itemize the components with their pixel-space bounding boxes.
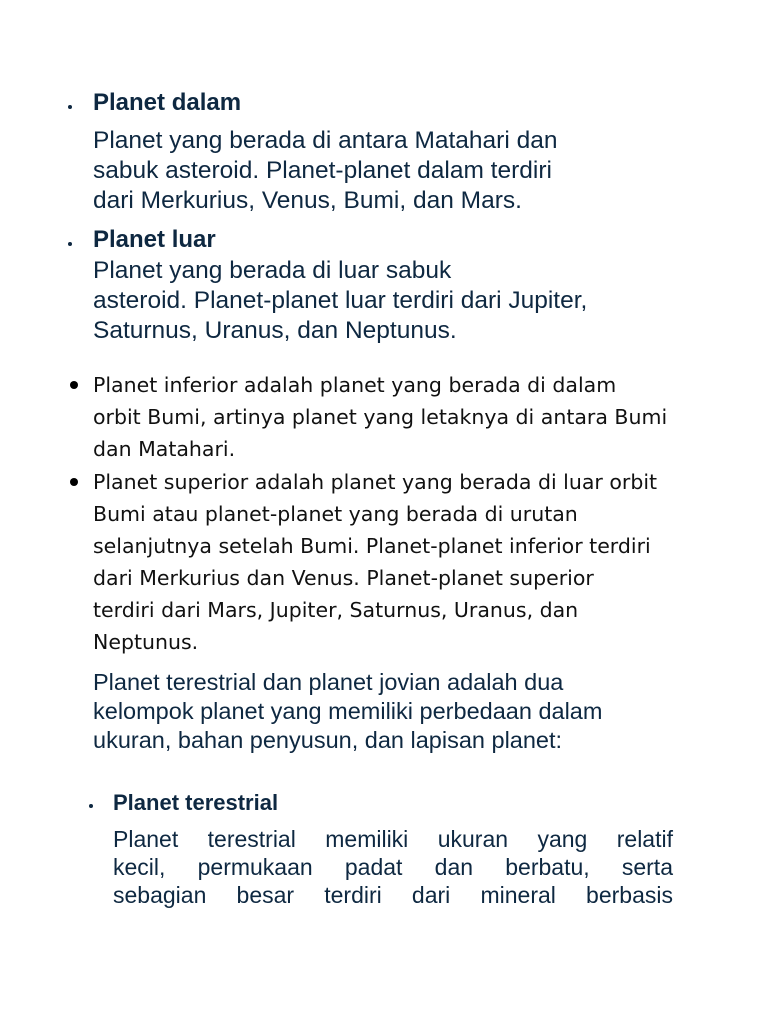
text-line: terdiri dari Mars, Jupiter, Saturnus, Uranus, dan: [93, 598, 579, 622]
list-bullet: [68, 242, 72, 246]
text-line: kecil, permukaan padat dan berbatu, serta: [113, 854, 673, 880]
text-line: dari Merkurius, Venus, Bumi, dan Mars.: [93, 187, 522, 214]
text-line: kelompok planet yang memiliki perbedaan dalam: [93, 698, 603, 724]
text-line: Planet inferior adalah planet yang berada di dalam: [93, 373, 617, 397]
list-bullet: [89, 804, 93, 808]
text-line: ukuran, bahan penyusun, dan lapisan planet:: [93, 727, 563, 753]
list-bullet: [68, 105, 72, 109]
text-line: sabuk asteroid. Planet-planet dalam terdiri: [93, 157, 552, 184]
text-line: sebagian besar terdiri dari mineral berbasis: [113, 882, 673, 908]
text-line: orbit Bumi, artinya planet yang letaknya di antara Bumi: [93, 405, 668, 429]
text-line: Saturnus, Uranus, dan Neptunus.: [93, 317, 457, 344]
text-line: Bumi atau planet-planet yang berada di urutan: [93, 502, 578, 526]
paragraph-planet-luar: [93, 256, 733, 346]
text-line: Neptunus.: [93, 630, 199, 654]
paragraph-planet-dalam: [93, 126, 713, 216]
text-line: Planet terestrial dan planet jovian adalah dua: [93, 669, 564, 695]
heading-planet-luar: Planet luar: [93, 226, 216, 253]
text-line: Planet yang berada di antara Matahari dan: [93, 127, 558, 154]
text-line: dari Merkurius dan Venus. Planet-planet superior: [93, 566, 594, 590]
paragraph-planet-terestrial: [113, 825, 673, 909]
list-bullet: [70, 478, 78, 486]
paragraph-planet-inferior: [93, 369, 733, 465]
heading-planet-terestrial: Planet terestrial: [113, 790, 279, 815]
heading-planet-dalam: Planet dalam: [93, 89, 242, 116]
text-line: selanjutnya setelah Bumi. Planet-planet inferior terdiri: [93, 534, 651, 558]
text-line: dan Matahari.: [93, 437, 236, 461]
text-line: Planet superior adalah planet yang berada di luar orbit: [93, 470, 658, 494]
list-bullet: [70, 381, 78, 389]
text-line: Planet terestrial memiliki ukuran yang relatif: [113, 826, 673, 852]
paragraph-planet-superior: [93, 466, 733, 658]
text-line: Planet yang berada di luar sabuk: [93, 257, 452, 284]
text-line: asteroid. Planet-planet luar terdiri dari Jupiter,: [93, 287, 588, 314]
paragraph-intro-terestrial-jovian: [93, 668, 713, 755]
